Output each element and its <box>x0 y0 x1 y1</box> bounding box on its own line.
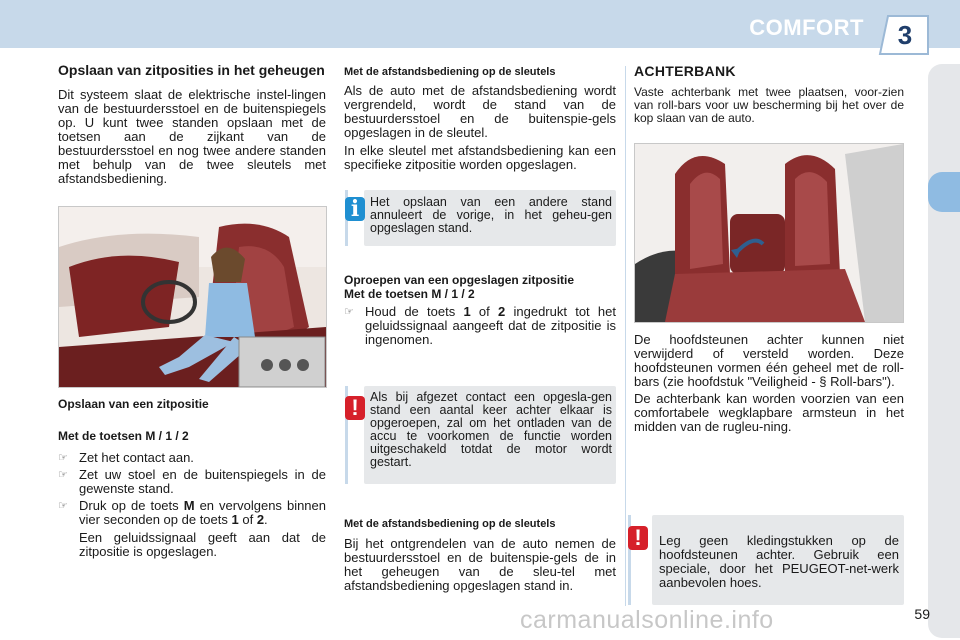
recall-keys-subtitle: Met de toetsen M / 1 / 2 <box>344 287 475 301</box>
info-icon: i <box>345 197 365 221</box>
recall-section-title: Oproepen van een opgeslagen zitpositie <box>344 273 575 287</box>
remote-paragraph-2: In elke sleutel met afstandsbediening kan een specifieke zitpositie worden opgeslagen. <box>344 143 616 172</box>
pointing-hand-icon: ☞ <box>58 452 68 464</box>
side-index-active-tab[interactable] <box>928 172 960 212</box>
list-item: ☞ Houd de toets 1 of 2 ingedrukt tot het geluidssignaal aangeeft dat de zitpositie is ingenomen. <box>344 304 616 347</box>
memory-intro: Dit systeem slaat de elektrische instel-lingen van de bestuurdersstoel en de buitenspiegels op. U kunt twee standen opslaan met de toetsen aan de zijkant van de bestuurdersstoel en nog twee andere standen met behulp van de twee sleutels met afstandsbediening. <box>58 87 326 186</box>
warning-note-text-2: Leg geen kledingstukken op de hoofdsteunen achter. Gebruik een speciale, door het PEUGEOT-net-werk aanbevolen hoes. <box>659 533 899 590</box>
pointing-hand-icon: ☞ <box>58 469 68 481</box>
headrest-paragraph: De hoofdsteunen achter kunnen niet verwijderd of versteld worden. Deze hoofdsteunen vormen één geheel met de roll-bars (zie hoofdstuk "Veiligheid - § Roll-bars"). <box>634 332 904 389</box>
pointing-hand-icon: ☞ <box>344 306 354 318</box>
confirmation-text: Een geluidssignaal geeft aan dat de zitpositie is opgeslagen. <box>79 530 326 559</box>
armrest-paragraph: De achterbank kan worden voorzien van een comfortabele wegklapbare armsteun in het midden van de rugleu-ning. <box>634 391 904 434</box>
chapter-number: 3 <box>897 19 913 50</box>
warning-note-text: Als bij afgezet contact een opgesla-gen stand een aantal keer achter elkaar is opgeroepen, zal om het ontladen van de accu te voorkomen de functie worden uitgeschakeld totdat de motor wordt gestart. <box>370 390 612 469</box>
warning-icon-2: ! <box>628 526 648 550</box>
rear-bench-title: ACHTERBANK <box>634 63 736 79</box>
side-index-rail <box>928 64 960 638</box>
watermark: carmanualsonline.info <box>520 606 774 634</box>
remote-section-title-2: Met de afstandsbediening op de sleutels <box>344 518 556 530</box>
list-item: ☞ Zet het contact aan. <box>58 450 194 465</box>
store-position-title: Opslaan van een zitpositie <box>58 397 209 411</box>
store-keys-subtitle: Met de toetsen M / 1 / 2 <box>58 429 189 443</box>
chapter-title: COMFORT <box>749 15 864 40</box>
remote-paragraph-1: Als de auto met de afstandsbediening wordt vergrendeld, wordt de stand van de bestuurdersstoel en de buitenspie-gels opgeslagen in de sleutel. <box>344 83 616 140</box>
memory-section-title: Opslaan van zitposities in het geheugen <box>58 62 325 78</box>
page-number: 59 <box>914 606 930 622</box>
column-divider <box>625 66 626 606</box>
driver-seat-photo <box>58 206 327 388</box>
info-note-text: Het opslaan van een andere stand annuleert de vorige, in het geheu-gen opgeslagen stand. <box>370 195 612 235</box>
list-item: ☞ Zet uw stoel en de buitenspiegels in de gewenste stand. <box>58 467 326 496</box>
remote-section-title: Met de afstandsbediening op de sleutels <box>344 66 556 78</box>
list-item: ☞ Druk op de toets M en vervolgens binnen vier seconden op de toets 1 of 2. <box>58 498 326 527</box>
rear-bench-photo <box>634 143 904 323</box>
pointing-hand-icon: ☞ <box>58 500 68 512</box>
remote-paragraph-3: Bij het ontgrendelen van de auto nemen de bestuurdersstoel en de buitenspie-gels de in het geheugen van de sleu-tel met afstandsbediening opgeslagen stand in. <box>344 536 616 593</box>
rear-bench-intro: Vaste achterbank met twee plaatsen, voor-zien van roll-bars voor uw bescherming bij het over de kop slaan van de auto. <box>634 85 904 125</box>
warning-icon: ! <box>345 396 365 420</box>
